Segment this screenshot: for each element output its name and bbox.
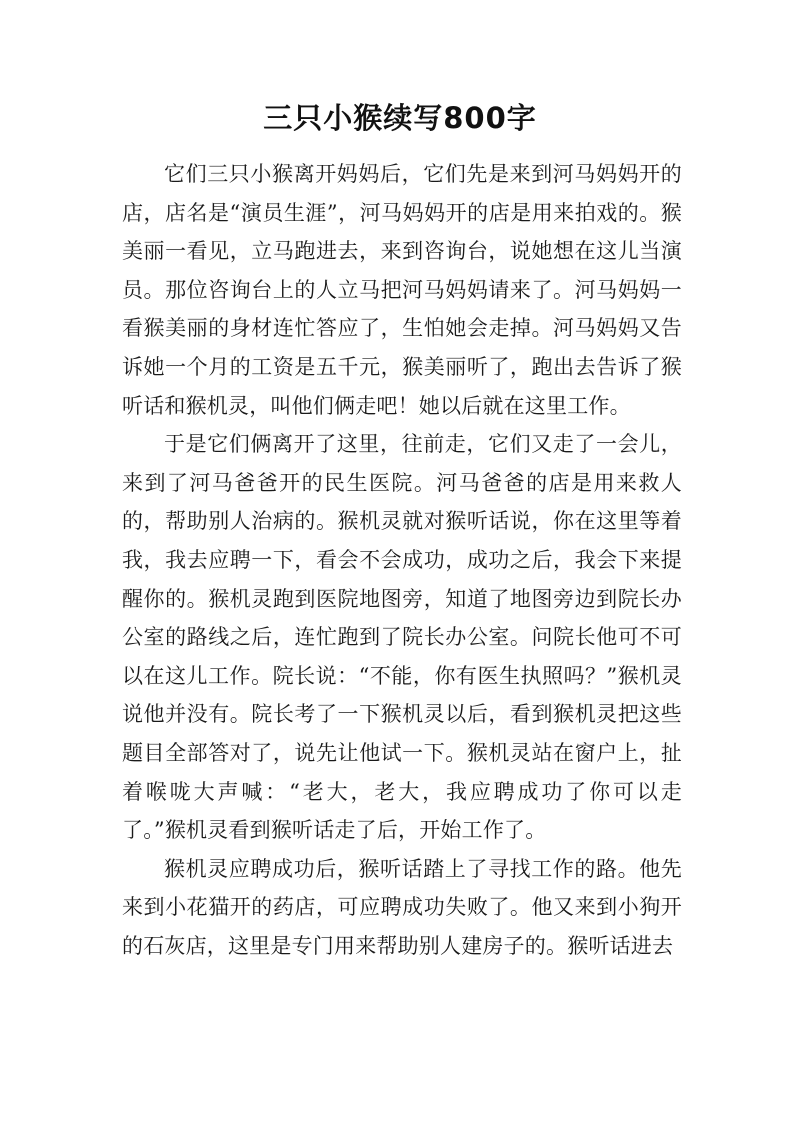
paragraph-1: 它们三只小猴离开妈妈后，它们先是来到河马妈妈开的店，店名是“演员生涯”，河马妈妈开的店是用来拍戏的。猴美丽一看见，立马跑进去，来到咨询台，说她想在这儿当演员。那位咨询台上的人立马把河马妈妈请来了。河马妈妈一看猴美丽的身材连忙答应了，生怕她会走掉。河马妈妈又告诉她一个月的工资是五千元，猴美丽听了，跑出去告诉了猴听话和猴机灵，叫他们俩走吧！她以后就在这里工作。 bbox=[122, 162, 682, 418]
document-body bbox=[122, 155, 682, 965]
paragraph-2: 于是它们俩离开了这里，往前走，它们又走了一会儿，来到了河马爸爸开的民生医院。河马爸爸的店是用来救人的，帮助别人治病的。猴机灵就对猴听话说，你在这里等着我，我去应聘一下，看会不会成功，成功之后，我会下来提醒你的。猴机灵跑到医院地图旁，知道了地图旁边到院长办公室的路线之后，连忙跑到了院长办公室。问院长他可不可以在这儿工作。院长说：“不能，你有医生执照吗？”猴机灵说他并没有。院长考了一下猴机灵以后，看到猴机灵把这些题目全部答对了，说先让他试一下。猴机灵站在窗户上，扯着喉咙大声喊：“老大，老大，我应聘成功了你可以走了。”猴机灵看到猴听话走了后，开始工作了。 bbox=[122, 432, 682, 843]
document-title: 三只小猴续写800字 bbox=[263, 101, 537, 135]
paragraph-3: 猴机灵应聘成功后，猴听话踏上了寻找工作的路。他先来到小花猫开的药店，可应聘成功失败了。他又来到小狗开的石灰店，这里是专门用来帮助别人建房子的。猴听话进去 bbox=[122, 856, 682, 958]
